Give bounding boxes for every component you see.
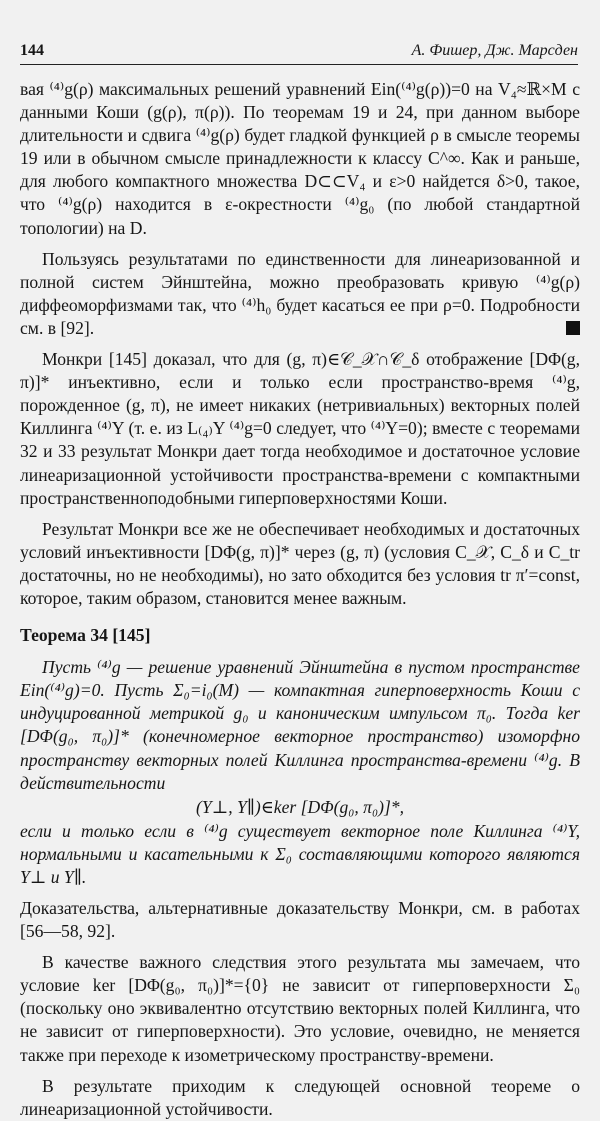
paragraph-continuation: вая ⁽⁴⁾g(ρ) максимальных решений уравнений Ein(⁽⁴⁾g(ρ))=0 на V₄≈ℝ×M с данными Коши (g(ρ), π(ρ)). По теоремам 19 и 24, при данном выборе длительности и сдвига ⁽⁴⁾g(ρ) будет гладкой функцией ρ в смысле теоремы 19 или в обычном смысле принадлежности к классу C^∞. Как и раньше, для любого компактного множества D⊂⊂V₄ и ε>0 найдется δ>0, такое, что ⁽⁴⁾g(ρ) находится в ε-окрестности ⁽⁴⁾g₀ (по любой стандартной топологии) на D. (20, 79, 580, 238)
paragraph-moncrief: Монкри [145] доказал, что для (g, π)∈𝒞_𝒳∩𝒞_δ отображение [DΦ(g, π)]* инъективно, если и только если пространство-время ⁽⁴⁾g, порожденное (g, π), не имеет никаких (нетривиальных) векторных полей Киллинга ⁽⁴⁾Y (т. е. из L₍₄₎Y ⁽⁴⁾g=0 следует, что ⁽⁴⁾Y=0); вместе с теоремами 32 и 33 результат Монкри дает тогда необходимое и достаточное условие линеаризационной устойчивости пространства-времени с компактными пространственноподобными гиперповерхностями Коши. (20, 349, 580, 508)
page-number: 144 (20, 42, 44, 59)
paragraph-consequence: В качестве важного следствия этого результата мы замечаем, что условие ker [DΦ(g₀, π₀)]*={0} не зависит от гиперповерхности Σ₀ (поскольку оно эквивалентно отсутствию векторных полей Киллинга, что не зависит от гиперповерхности). Это условие, очевидно, не меняется также при переходе к изометрическому пространству-времени. (20, 952, 580, 1065)
theorem-statement-continued: если и только если в ⁽⁴⁾g существует векторное поле Киллинга ⁽⁴⁾Y, нормальными и касательными к Σ₀ составляющими которого являются Y⊥ и Y∥. (20, 820, 580, 887)
paragraph-conclusion: В результате приходим к следующей основной теореме о линеаризационной устойчивости. (20, 1075, 580, 1119)
running-title: А. Фишер, Дж. Марсден (411, 42, 578, 59)
end-of-proof-mark (566, 321, 580, 335)
paragraph-alt-proofs: Доказательства, альтернативные доказательству Монкри, см. в работах [56—58, 92]. (20, 898, 580, 942)
paragraph-moncrief-result: Результат Монкри все же не обеспечивает необходимых и достаточных условий инъективности [DΦ(g, π)]* через (g, π) (условия C_𝒳, C_δ и C_tr достаточны, но не необходимы), но зато обходится без условия tr π′=const, которое, таким образом, становится менее важным. (20, 518, 580, 608)
paragraph-uniqueness-text: Пользуясь результатами по единственности для линеаризованной и полной систем Эйнштейна, можно преобразовать кривую ⁽⁴⁾g(ρ) диффеоморфизмами так, что ⁽⁴⁾h₀ будет касаться ее при ρ=0. Подробности см. в [92]. (20, 248, 580, 338)
page-body (20, 78, 580, 1121)
paragraph-uniqueness (20, 248, 580, 340)
theorem-title: Теорема 34 [145] (20, 625, 151, 646)
theorem-equation: (Y⊥, Y∥)∈ker [DΦ(g₀, π₀)]*, (196, 796, 404, 817)
theorem-statement: Пусть ⁽⁴⁾g — решение уравнений Эйнштейна в пустом пространстве Ein(⁽⁴⁾g)=0. Пусть Σ₀=i₀(M) — компактная гиперповерхность Коши с индуцированной метрикой g₀ и каноническим импульсом π₀. Тогда ker [DΦ(g₀, π₀)]* (конечномерное векторное пространство) изоморфно пространству векторных полей Киллинга пространства-времени ⁽⁴⁾g. В действительности (20, 657, 580, 793)
running-header (20, 42, 578, 65)
